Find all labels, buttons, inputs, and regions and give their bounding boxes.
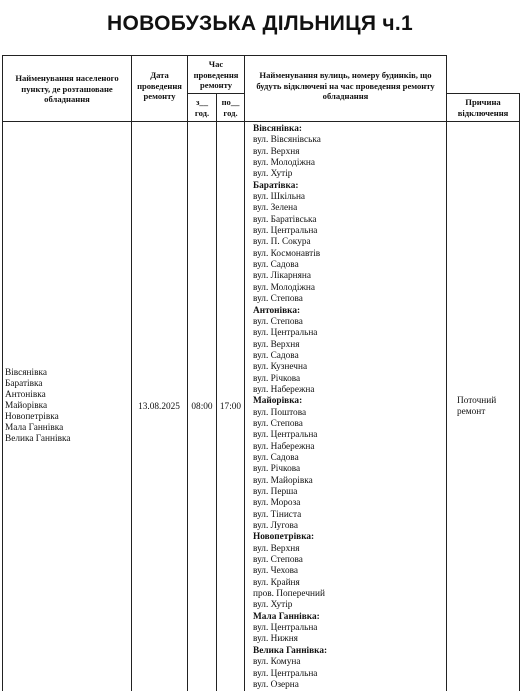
settlement-item: Баратівка — [5, 379, 43, 389]
settlement-item: Антонівка — [5, 390, 46, 400]
street-item: вул. Космонавтів — [253, 248, 321, 259]
settlement-item: Вівсянівка — [5, 368, 47, 378]
street-item: вул. Степова — [253, 294, 303, 305]
header-bottom-line — [2, 121, 520, 122]
street-item: вул. Набережна — [253, 441, 315, 452]
table-border-top — [2, 55, 446, 56]
street-item: вул. Хутір — [253, 169, 293, 180]
header-streets: Найменування вулиць, номеру будинків, що будуть відключені на час проведення ремонту обладнання — [256, 70, 435, 101]
header-reason: Причина відключення — [457, 97, 509, 118]
village-heading: Вівсянівка: — [253, 124, 302, 134]
street-item: вул. Верхня — [253, 339, 300, 350]
col-divider-2 — [187, 55, 188, 691]
street-item: вул. П. Сокура — [253, 237, 311, 248]
street-item: вул. Набережна — [253, 384, 315, 395]
street-list — [253, 124, 449, 691]
street-item: вул. Кузнечна — [253, 362, 308, 373]
settlement-item: Майорівка — [5, 401, 48, 411]
street-item: вул. Степова — [253, 418, 303, 429]
street-item: вул. Верхня — [253, 543, 300, 554]
street-item: вул. Садова — [253, 350, 299, 361]
village-heading: Новопетрівка: — [253, 532, 315, 543]
street-item: вул. Баратівська — [253, 214, 317, 225]
street-item: вул. Центральна — [253, 430, 318, 441]
street-item: вул. Молодіжна — [253, 158, 316, 169]
time-to-value: 17:00 — [219, 402, 242, 412]
col-divider-4 — [244, 55, 245, 691]
village-heading: Мала Ганнівка: — [253, 611, 320, 622]
street-item: вул. Степова — [253, 316, 303, 327]
street-item: вул. Хутір — [253, 600, 293, 611]
street-item: вул. Центральна — [253, 226, 318, 237]
header-time-from: з__ год. — [194, 97, 210, 118]
col-divider-3 — [216, 93, 217, 691]
settlement-item: Мала Ганнівка — [5, 423, 64, 433]
street-item: вул. Шкільна — [253, 192, 306, 203]
header-time-to: по__ год. — [221, 97, 240, 118]
street-item: вул. Поштова — [253, 407, 307, 418]
street-item: вул. Перша — [253, 487, 298, 497]
header-time: Час проведення ремонту — [193, 59, 239, 90]
village-heading: Велика Ганнівка: — [253, 645, 328, 656]
street-item: вул. Центральна — [253, 328, 318, 339]
street-item: вул. Річкова — [253, 464, 301, 475]
table-border-left — [2, 55, 3, 691]
village-heading: Майорівка: — [253, 396, 303, 407]
street-item: вул. Нижня — [253, 634, 298, 645]
street-item: вул. Зелена — [253, 203, 298, 214]
street-item: вул. Молодіжна — [253, 282, 316, 293]
street-item: вул. Мороза — [253, 498, 301, 509]
reason-value: Поточний ремонт — [457, 396, 497, 417]
street-item: вул. Чехова — [253, 566, 298, 577]
time-from-value: 08:00 — [191, 402, 213, 412]
village-heading: Баратівка: — [253, 180, 299, 191]
street-item: вул. Центральна — [253, 623, 318, 634]
street-item: вул. Степова — [253, 555, 303, 566]
settlement-item: Велика Ганнівка — [5, 434, 71, 444]
street-item: вул. Центральна — [253, 668, 318, 679]
repair-date: 13.08.2025 — [138, 402, 180, 412]
page-title: НОВОБУЗЬКА ДІЛЬНИЦЯ ч.1 — [107, 12, 413, 35]
street-item: вул. Садова — [253, 260, 299, 271]
settlement-item: Новопетрівка — [5, 412, 59, 422]
street-item: вул. Лугова — [253, 521, 298, 532]
street-item: вул. Тiниста — [253, 509, 302, 520]
street-item: вул. Майорівка — [253, 475, 313, 486]
street-item: вул. Річкова — [253, 373, 301, 384]
street-item: вул. Комуна — [253, 657, 301, 668]
street-item: вул. Верхня — [253, 146, 300, 157]
village-heading: Антонівка: — [253, 305, 301, 316]
header-settlement: Найменування населеного пункту, де розташоване обладнання — [15, 73, 119, 104]
street-item: пров. Поперечний — [253, 589, 325, 600]
street-item: вул. Вівсянівська — [253, 135, 321, 146]
street-item: вул. Крайня — [253, 577, 300, 588]
table-border-top-reason — [446, 93, 520, 94]
street-item: вул. Озерна — [253, 679, 299, 690]
header-date: Дата проведення ремонту — [137, 70, 182, 101]
street-item: вул. Лікарняна — [253, 271, 311, 282]
street-item: вул. Садова — [253, 452, 299, 463]
settlement-list — [5, 368, 129, 445]
col-divider-1 — [131, 55, 132, 691]
